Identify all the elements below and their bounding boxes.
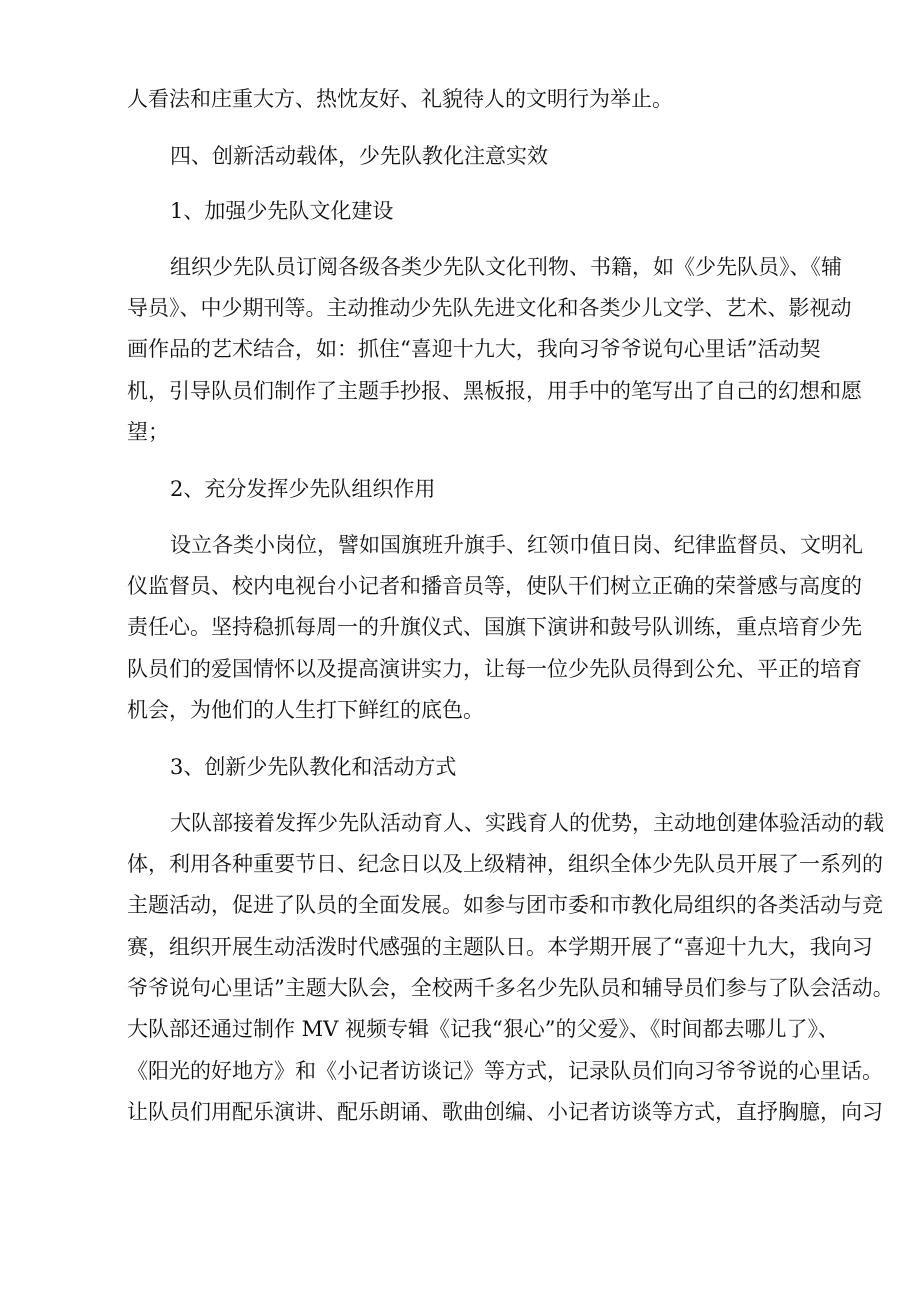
subsection-heading: 3、创新少先队教化和活动方式 <box>170 755 457 779</box>
text-line: 爷爷说句心里话”主题大队会，全校两千多名少先队员和辅导员们参与了队会活动。 <box>127 976 894 1000</box>
text-line: 《阳光的好地方》和《小记者访谈记》等方式，记录队员们向习爷爷说的心里话。 <box>127 1059 883 1083</box>
text-line: 导员》、中少期刊等。主动推动少先队先进文化和各类少儿文学、艺术、影视动 <box>127 296 852 320</box>
text-line: 设立各类小岗位，譬如国旗班升旗手、红领巾值日岗、纪律监督员、文明礼 <box>170 533 863 557</box>
text-line: 大队部还通过制作 MV 视频专辑《记我“狠心”的父爱》、《时间都去哪儿了》、 <box>127 1017 839 1041</box>
text-line: 队员们的爱国情怀以及提高演讲实力，让每一位少先队员得到公允、平正的培育 <box>127 657 862 681</box>
text-line: 体，利用各种重要节日、纪念日以及上级精神，组织全体少先队员开展了一系列的 <box>127 852 883 876</box>
text-line: 让队员们用配乐演讲、配乐朗诵、歌曲创编、小记者访谈等方式，直抒胸臆，向习 <box>127 1100 883 1124</box>
text-line: 机会，为他们的人生打下鲜红的底色。 <box>127 698 484 722</box>
text-line: 仪监督员、校内电视台小记者和播音员等，使队干们树立正确的荣誉感与高度的 <box>127 574 862 598</box>
text-line: 望； <box>127 420 169 444</box>
subsection-heading: 2、充分发挥少先队组织作用 <box>170 477 436 501</box>
text-line: 组织少先队员订阅各级各类少先队文化刊物、书籍，如《少先队员》、《辅 <box>170 255 842 279</box>
text-line: 人看法和庄重大方、热忱友好、礼貌待人的文明行为举止。 <box>127 87 673 111</box>
text-line: 画作品的艺术结合，如：抓住“喜迎十九大，我向习爷爷说句心里话”活动契 <box>127 337 821 361</box>
text-line: 责任心。坚持稳抓每周一的升旗仪式、国旗下演讲和鼓号队训练，重点培育少先 <box>127 615 862 639</box>
text-line: 赛，组织开展生动活泼时代感强的主题队日。本学期开展了“喜迎十九大，我向习 <box>127 935 873 959</box>
text-line: 机，引导队员们制作了主题手抄报、黑板报，用手中的笔写出了自己的幻想和愿 <box>127 379 862 403</box>
section-heading: 四、创新活动载体，少先队教化注意实效 <box>170 144 548 168</box>
text-line: 主题活动，促进了队员的全面发展。如参与团市委和市教化局组织的各类活动与竞 <box>127 893 883 917</box>
subsection-heading: 1、加强少先队文化建设 <box>170 199 394 223</box>
text-line: 大队部接着发挥少先队活动育人、实践育人的优势，主动地创建体验活动的载 <box>170 811 884 835</box>
